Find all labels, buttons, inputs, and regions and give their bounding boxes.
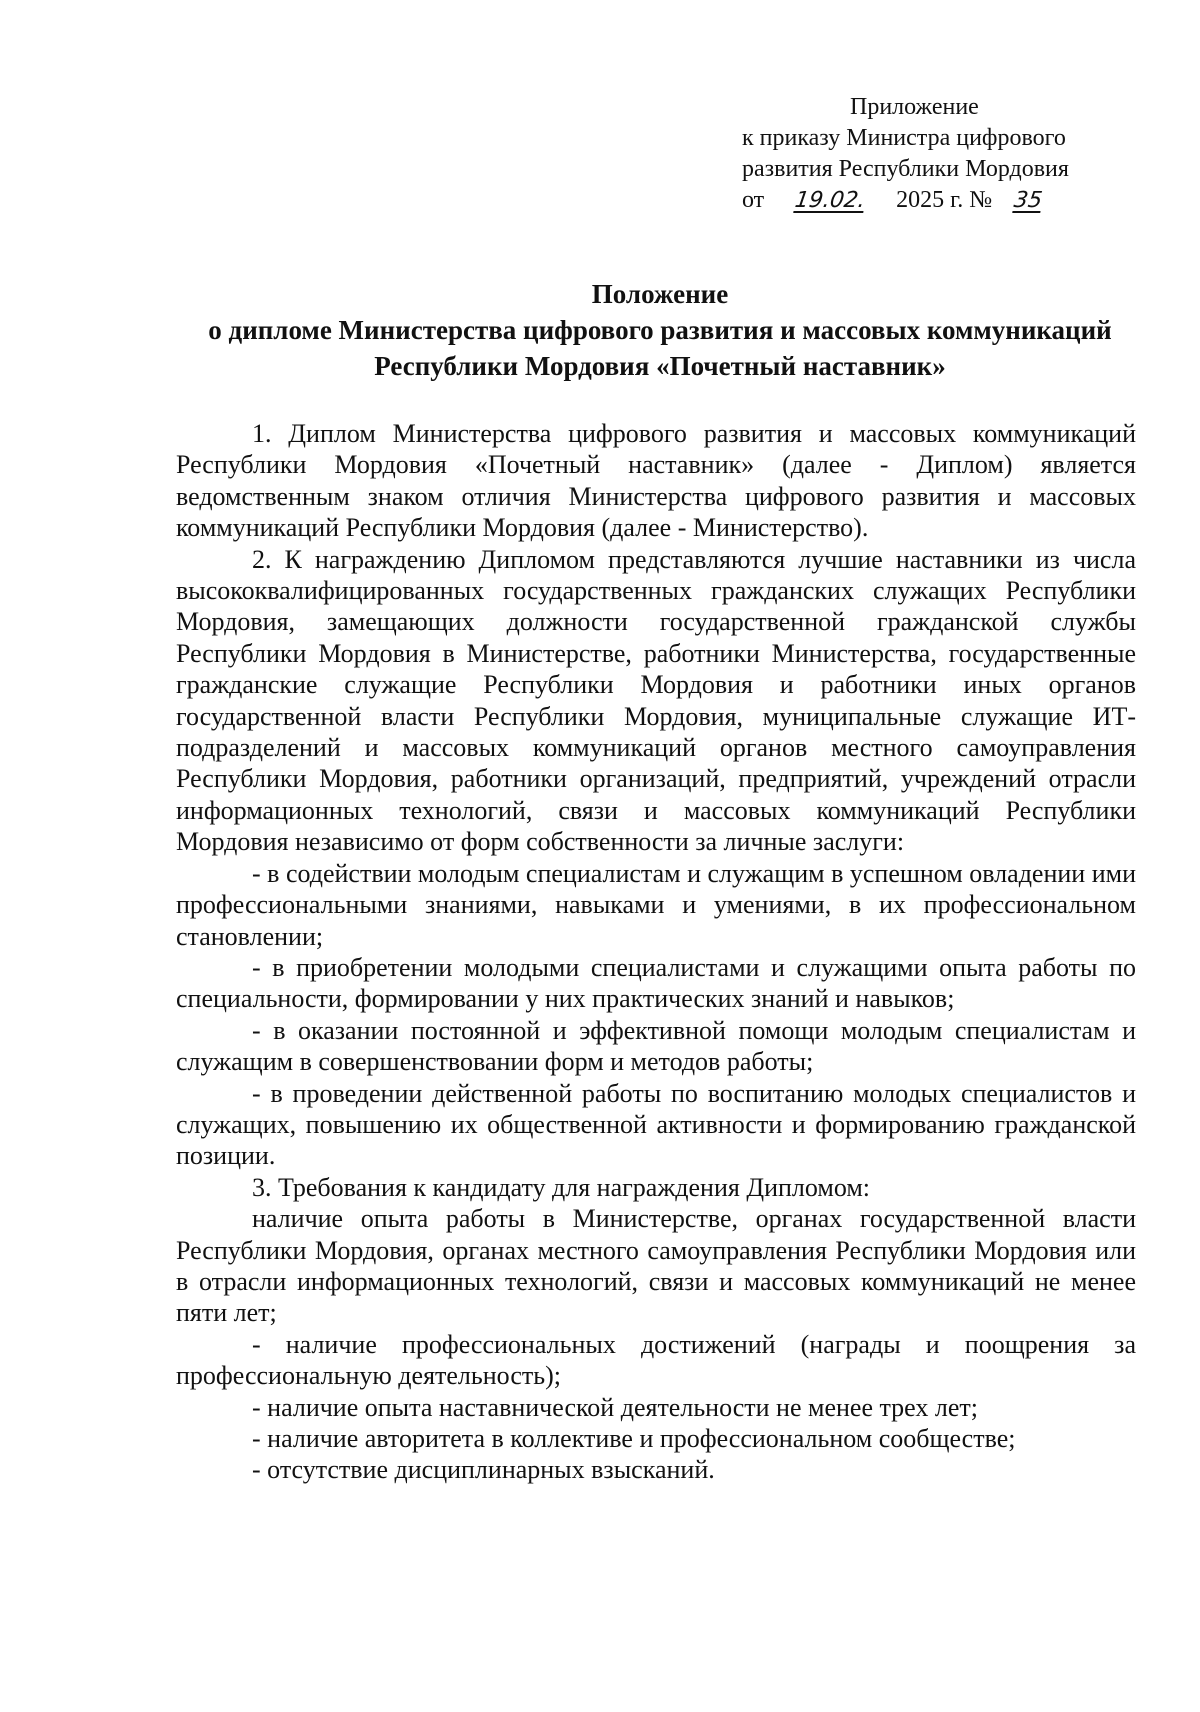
- document-body: [176, 418, 1136, 1486]
- document-title: [160, 276, 1160, 384]
- paragraph-2: 2. К награждению Дипломом представляются лучшие наставники из числа высококвалифицированных государственных гражданских служащих Республики Мордовия, замещающих должности государственной гражданской службы Республики Мордовия в Министерстве, работники Министерства, государственные гражданские служащие Республики Мордовия и работники иных органов государственной власти Республики Мордовия, муниципальные служащие ИТ-подразделений и массовых коммуникаций органов местного самоуправления Республики Мордовия, работники организаций, предприятий, учреждений отрасли информационных технологий, связи и массовых коммуникаций Республики Мордовия независимо от форм собственности за личные заслуги:: [176, 544, 1136, 857]
- annex-title: Приложение: [850, 94, 979, 120]
- paragraph-1: 1. Диплом Министерства цифрового развития и массовых коммуникаций Республики Мордовия «Почетный наставник» (далее - Диплом) является ведомственным знаком отличия Министерства цифрового развития и массовых коммуникаций Республики Мордовия (далее - Министерство).: [176, 419, 1136, 543]
- list-item: - наличие авторитета в коллективе и профессиональном сообществе;: [252, 1424, 1016, 1453]
- paragraph-3: 3. Требования к кандидату для награждения Дипломом:: [252, 1172, 871, 1202]
- list-item: - наличие профессиональных достижений (награды и поощрения за профессиональную деятельность);: [176, 1329, 1136, 1391]
- annex-header: [742, 92, 1082, 216]
- annex-ministry-line: развития Республики Мордовия: [742, 156, 1069, 182]
- year-number-label: 2025 г. №: [896, 187, 993, 213]
- list-item: - в оказании постоянной и эффективной помощи молодым специалистам и служащим в совершенствовании форм и методов работы;: [176, 1015, 1136, 1077]
- date-prefix: от: [742, 187, 765, 213]
- list-item: наличие опыта работы в Министерстве, органах государственной власти Республики Мордовия, органах местного самоуправления Республики Мордовия или в отрасли информационных технологий, связи и массовых коммуникаций не менее пяти лет;: [176, 1204, 1136, 1328]
- annex-order-line: к приказу Министра цифрового: [742, 125, 1066, 151]
- list-item: - в проведении действенной работы по воспитанию молодых специалистов и служащих, повышению их общественной активности и формированию гражданской позиции.: [176, 1078, 1136, 1171]
- annex-date-line: [742, 185, 1082, 216]
- title-line-2: о дипломе Министерства цифрового развития и массовых коммуникаций: [208, 315, 1112, 345]
- handwritten-order-number: 35: [1012, 188, 1044, 213]
- title-line-1: Положение: [591, 279, 729, 309]
- list-item: - наличие опыта наставнической деятельности не менее трех лет;: [252, 1392, 978, 1422]
- title-line-3: Республики Мордовия «Почетный наставник»: [374, 351, 946, 381]
- list-item: - в содействии молодым специалистам и служащим в успешном овладении ими профессиональными знаниями, навыками и умениями, в их профессиональном становлении;: [176, 858, 1136, 951]
- list-item: - в приобретении молодыми специалистами и служащими опыта работы по специальности, формировании у них практических знаний и навыков;: [176, 952, 1136, 1014]
- list-item: - отсутствие дисциплинарных взысканий.: [252, 1455, 715, 1485]
- handwritten-date: 19.02.: [793, 188, 867, 213]
